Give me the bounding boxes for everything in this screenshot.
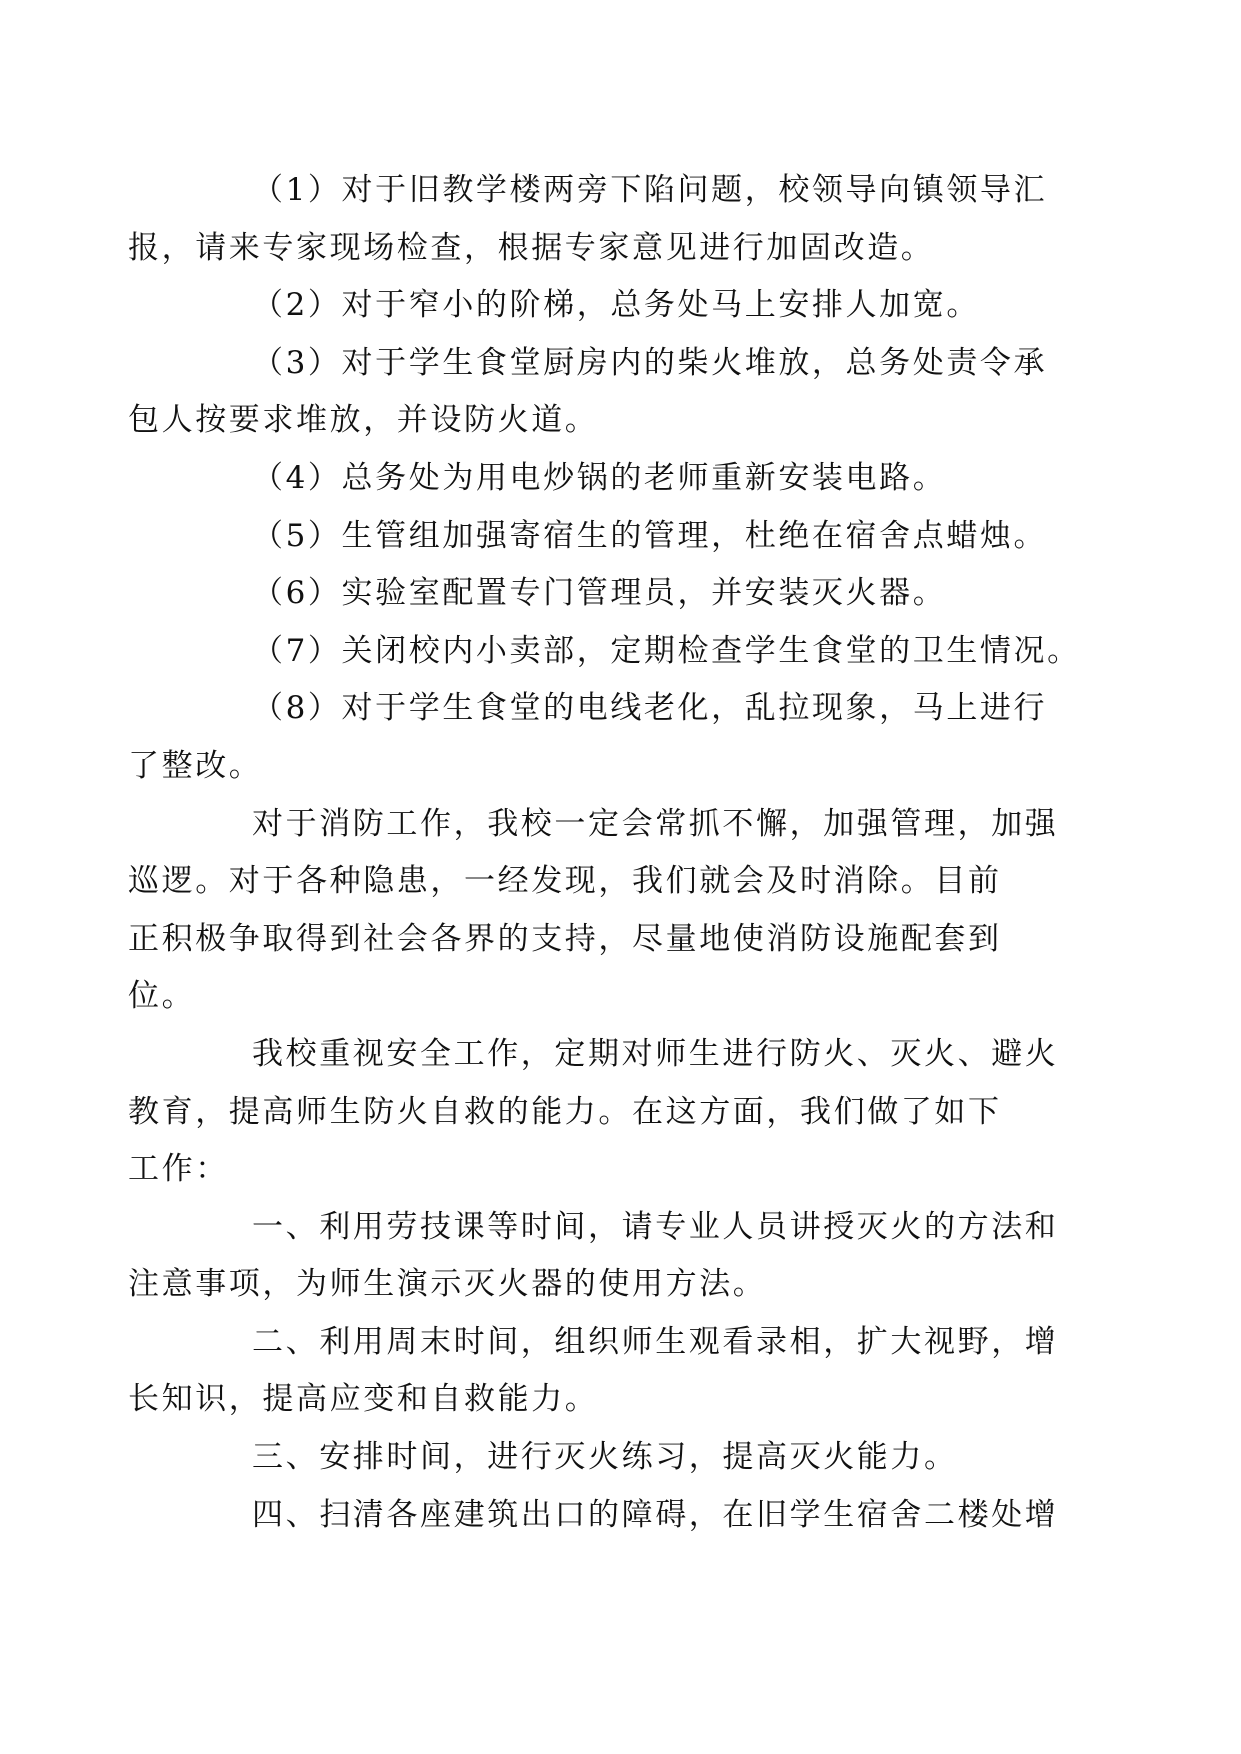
text-line: 正积极争取得到社会各界的支持，尽量地使消防设施配套到 bbox=[128, 920, 1002, 957]
text-line: （7）关闭校内小卖部，定期检查学生食堂的卫生情况。 bbox=[252, 632, 1081, 669]
paragraph bbox=[128, 162, 1052, 277]
paragraph bbox=[128, 1026, 1059, 1199]
text-line: 工作： bbox=[128, 1151, 229, 1188]
paragraph bbox=[190, 450, 1052, 508]
text-line: 三、安排时间，进行灭火练习，提高灭火能力。 bbox=[252, 1439, 958, 1476]
text-line: （8）对于学生食堂的电线老化，乱拉现象，马上进行 bbox=[252, 690, 1048, 727]
document-body bbox=[128, 162, 1081, 1544]
paragraph bbox=[128, 796, 1059, 1026]
text-line: 我校重视安全工作，定期对师生进行防火、灭火、避火 bbox=[252, 1035, 1059, 1072]
text-line: 一、利用劳技课等时间，请专业人员讲授灭火的方法和 bbox=[252, 1208, 1059, 1245]
text-line: （5）生管组加强寄宿生的管理，杜绝在宿舍点蜡烛。 bbox=[252, 517, 1048, 554]
text-line: （4）总务处为用电炒锅的老师重新安装电路。 bbox=[252, 459, 947, 496]
paragraph bbox=[128, 335, 1052, 450]
paragraph bbox=[128, 1314, 1059, 1429]
paragraph bbox=[190, 623, 1081, 681]
paragraph bbox=[190, 508, 1052, 566]
text-line: （2）对于窄小的阶梯，总务处马上安排人加宽。 bbox=[252, 287, 980, 324]
paragraph bbox=[190, 565, 1052, 623]
text-line: 注意事项，为师生演示灭火器的使用方法。 bbox=[128, 1266, 767, 1303]
text-line: 位。 bbox=[128, 978, 196, 1015]
text-line: 四、扫清各座建筑出口的障碍，在旧学生宿舍二楼处增 bbox=[252, 1496, 1059, 1533]
text-line: （6）实验室配置专门管理员，并安装灭火器。 bbox=[252, 575, 947, 612]
text-line: 报，请来专家现场检查，根据专家意见进行加固改造。 bbox=[128, 229, 935, 266]
paragraph bbox=[190, 1429, 1052, 1487]
paragraph bbox=[190, 1487, 1059, 1545]
text-line: 对于消防工作，我校一定会常抓不懈，加强管理，加强 bbox=[252, 805, 1059, 842]
text-line: 教育，提高师生防火自救的能力。在这方面，我们做了如下 bbox=[128, 1093, 1002, 1130]
text-line: （3）对于学生食堂厨房内的柴火堆放，总务处责令承 bbox=[252, 344, 1048, 381]
paragraph bbox=[190, 277, 1052, 335]
text-line: 了整改。 bbox=[128, 747, 263, 784]
text-line: 巡逻。对于各种隐患，一经发现，我们就会及时消除。目前 bbox=[128, 863, 1002, 900]
text-line: 包人按要求堆放，并设防火道。 bbox=[128, 402, 599, 439]
paragraph bbox=[128, 680, 1052, 795]
paragraph bbox=[128, 1199, 1059, 1314]
text-line: 长知识，提高应变和自救能力。 bbox=[128, 1381, 599, 1418]
text-line: （1）对于旧教学楼两旁下陷问题，校领导向镇领导汇 bbox=[252, 172, 1048, 208]
text-line: 二、利用周末时间，组织师生观看录相，扩大视野，增 bbox=[252, 1323, 1059, 1360]
